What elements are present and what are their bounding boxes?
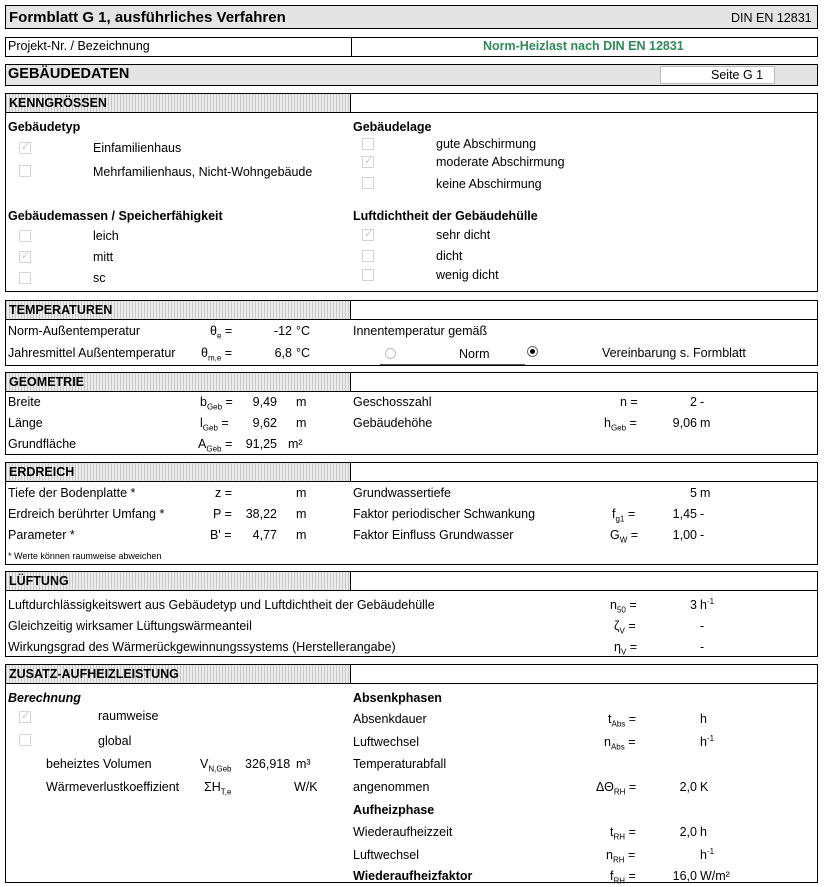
field-symbol: $\theta_{m,e}$ = [201,346,233,363]
field-label: Luftwechsel [353,848,420,862]
field-label: Geschosszahl [353,395,432,409]
section-geometrie: GEOMETRIE [5,372,351,392]
field-symbol: $n_{Abs}$ = [604,735,636,752]
option-label: raumweise [98,709,159,723]
unit: - [700,640,705,654]
checkbox-moderate-abschirmung[interactable]: ✓ [364,155,374,167]
option-label: mitt [93,250,114,264]
page-title: GEBÄUDEDATEN [8,66,130,82]
option-label: Einfamilienhaus [93,141,182,155]
project-label: Projekt-Nr. / Bezeichnung [8,39,150,53]
value-temperaturabfall[interactable]: 2,0 [679,780,697,794]
checkbox-global[interactable] [19,734,31,746]
field-symbol: $l_{Geb}$ = [200,416,229,433]
unit: W/m² [700,869,730,883]
unit: m³ [296,757,311,771]
value-grundflaeche[interactable]: 91,25 [245,437,277,451]
radio-label: Norm [459,347,490,361]
unit: m [700,416,711,430]
field-label: Norm-Außentemperatur [8,324,140,338]
unit: m [296,507,307,521]
field-symbol: $f_{g1}$ = [612,507,636,524]
checkbox-mehrfamilienhaus[interactable] [19,165,31,177]
field-symbol: $n_{50}$ = [610,598,637,615]
value-umfang[interactable]: 38,22 [245,507,277,521]
value-wiederaufheizzeit[interactable]: 2,0 [679,825,697,839]
field-symbol: z = [215,486,233,500]
field-label: Breite [8,395,41,409]
field-label: Länge [8,416,43,430]
field-label: Grundfläche [8,437,77,451]
field-symbol: $A_{Geb}$ = [198,437,233,454]
field-symbol: $\Delta\Theta_{RH}$ = [596,780,637,797]
value-wiederaufheizfaktor[interactable]: 16,0 [672,869,697,883]
unit: m² [288,437,303,451]
unit: $h^{-1}$ [700,733,715,749]
value-laenge[interactable]: 9,62 [252,416,277,430]
field-label: Jahresmittel Außentemperatur [8,346,176,360]
field-label: Wiederaufheizfaktor [353,869,473,883]
value-grundwassertiefe[interactable]: 5 [690,486,697,500]
unit: h [700,825,707,839]
field-label: Wärmeverlustkoeffizient [46,780,180,794]
section-erdreich: ERDREICH [5,462,351,482]
field-label: Wiederaufheizzeit [353,825,453,839]
checkbox-sehr-dicht[interactable]: ✓ [364,228,374,240]
field-symbol: P = [213,507,232,521]
field-label: Parameter * [8,528,75,542]
berechnung-heading: Berechnung [8,691,81,705]
value-parameter[interactable]: 4,77 [252,528,277,542]
field-label: Faktor periodischer Schwankung [353,507,536,521]
section-temperaturen: TEMPERATUREN [5,300,351,320]
field-symbol: $\theta_e$ = [210,324,233,341]
field-symbol: $h_{Geb}$ = [604,416,637,433]
field-label: Tiefe der Bodenplatte * [8,486,136,500]
option-label: sc [93,271,106,285]
value-geschosszahl[interactable]: 2 [690,395,697,409]
gebaeudelage-heading: Gebäudelage [353,120,432,134]
value-volumen[interactable]: 326,918 [245,757,291,771]
field-label: Luftwechsel [353,735,420,749]
checkbox-schwer[interactable] [19,272,31,284]
unit: °C [296,346,311,360]
option-label: moderate Abschirmung [436,155,565,169]
field-symbol: $\Sigma H_{T,e}$ [204,780,232,797]
field-label: angenommen [353,780,430,794]
field-label: Luftdurchlässigkeitswert aus Gebäudetyp und Luftdichtheit der Gebäudehülle [8,598,435,612]
page-number: Seite G 1 [711,68,764,82]
field-label: Gebäudehöhe [353,416,433,430]
form-title: Formblatt G 1, ausführliches Verfahren [9,9,286,26]
innentemperatur-label: Innentemperatur gemäß [353,324,488,338]
field-label: Grundwassertiefe [353,486,451,500]
field-symbol: $\eta_V$ = [614,640,638,657]
gebaeudetyp-heading: Gebäudetyp [8,120,81,134]
option-label: gute Abschirmung [436,137,537,151]
checkbox-mittel[interactable]: ✓ [21,250,31,262]
unit: - [700,395,705,409]
unit: $h^{-1}$ [700,846,715,862]
norm-label: DIN EN 12831 [731,11,812,25]
field-symbol: B' = [210,528,232,542]
checkbox-wenig-dicht[interactable] [362,269,374,281]
field-symbol: $n_{RH}$ = [606,848,636,865]
section-zusatz-aufheizleistung: ZUSATZ-AUFHEIZLEISTUNG [5,664,351,684]
field-label: beheiztes Volumen [46,757,152,771]
section-kenngroessen: KENNGRÖSSEN [5,93,351,113]
unit: - [700,507,705,521]
value-n50[interactable]: 3 [690,598,697,612]
field-label: Absenkdauer [353,712,427,726]
option-label: wenig dicht [436,268,499,282]
gebaeudemassen-heading: Gebäudemassen / Speicherfähigkeit [8,209,223,223]
field-symbol: $\zeta_V$ = [614,619,636,636]
unit: °C [296,324,311,338]
unit: - [700,619,705,633]
unit: m [296,416,307,430]
option-label: dicht [436,249,463,263]
unit: m [700,486,711,500]
field-label: Wirkungsgrad des Wärmerückgewinnungssystems (Herstellerangabe) [8,640,396,654]
option-label: keine Abschirmung [436,177,542,191]
option-label: leich [93,229,119,243]
unit: - [700,528,705,542]
section-lueftung: LÜFTUNG [5,571,351,591]
checkbox-raumweise[interactable]: ✓ [21,710,31,722]
option-label: Mehrfamilienhaus, Nicht-Wohngebäude [93,165,313,179]
field-label: Gleichzeitig wirksamer Lüftungswärmeanteil [8,619,252,633]
radio-vereinbarung[interactable] [527,346,538,357]
option-label: global [98,734,132,748]
checkbox-gute-abschirmung[interactable] [362,138,374,150]
value-faktor-schwankung[interactable]: 1,45 [672,507,697,521]
field-symbol: $G_W$ = [610,528,639,545]
unit: m [296,486,307,500]
footnote: * Werte können raumweise abweichen [8,551,162,561]
project-title[interactable]: Norm-Heizlast nach DIN EN 12831 [483,39,684,53]
field-symbol: $t_{RH}$ = [610,825,636,842]
field-label: Temperaturabfall [353,757,447,771]
absenkphasen-heading: Absenkphasen [353,691,442,705]
checkbox-einfamilienhaus[interactable]: ✓ [21,141,31,153]
aufheizphase-heading: Aufheizphase [353,803,435,817]
unit: W/K [294,780,318,794]
unit: m [296,395,307,409]
field-symbol: n = [620,395,638,409]
value-breite[interactable]: 9,49 [252,395,277,409]
luftdichtheit-heading: Luftdichtheit der Gebäudehülle [353,209,538,223]
value-faktor-grundwasser[interactable]: 1,00 [672,528,697,542]
checkbox-keine-abschirmung[interactable] [362,177,374,189]
field-symbol: $f_{RH}$ = [610,869,636,886]
value-gebaeudehoehe[interactable]: 9,06 [672,416,697,430]
value-jahresmittel[interactable]: 6,8 [274,346,292,360]
value-norm-aussentemp[interactable]: -12 [273,324,292,338]
unit: K [700,780,709,794]
option-label: sehr dicht [436,228,491,242]
field-symbol: $t_{Abs}$ = [608,712,637,729]
field-label: Erdreich berührter Umfang * [8,507,165,521]
checkbox-dicht[interactable] [362,250,374,262]
field-symbol: $V_{N,Geb}$ [200,757,232,774]
field-label: Faktor Einfluss Grundwasser [353,528,514,542]
unit: $h^{-1}$ [700,596,715,612]
unit: h [700,712,707,726]
checkbox-leicht[interactable] [19,230,31,242]
radio-label: Vereinbarung s. Formblatt [602,346,746,360]
field-symbol: $b_{Geb}$ = [200,395,233,412]
radio-norm[interactable] [385,348,396,359]
unit: m [296,528,307,542]
